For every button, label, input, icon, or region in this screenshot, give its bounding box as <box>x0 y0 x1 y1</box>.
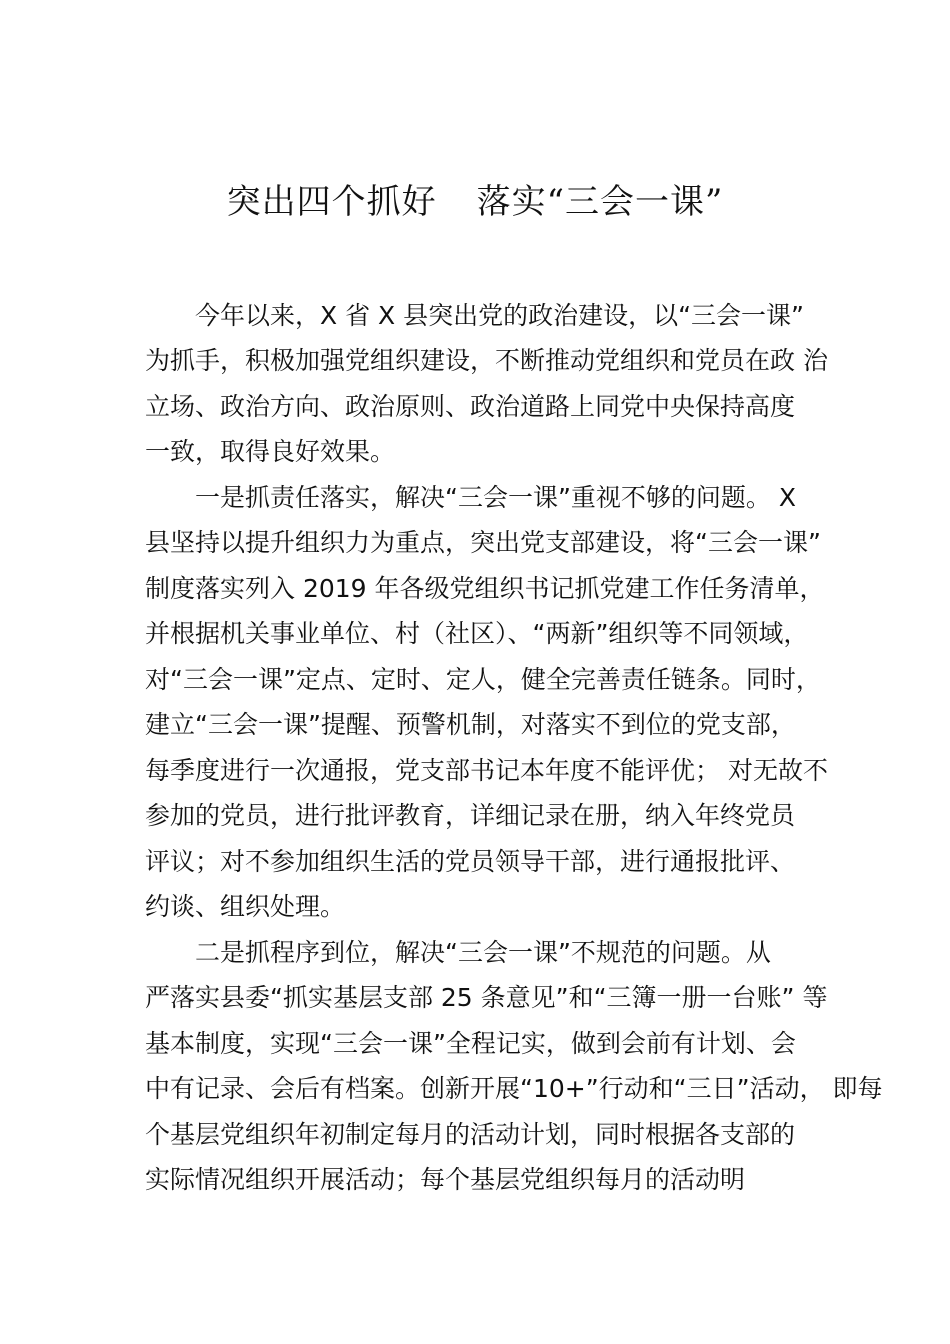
paragraph-line: 一是抓责任落实，解决“三会一课”重视不够的问题。 X <box>195 483 796 512</box>
paragraph-line: 制度落实列入 2019 年各级党组织书记抓党建工作任务清单， <box>145 574 825 603</box>
paragraph-line: 评议；对不参加组织生活的党员领导干部，进行通报批评、 <box>145 847 796 876</box>
paragraph-line: 实际情况组织开展活动；每个基层党组织每月的活动明 <box>145 1165 746 1194</box>
paragraph-line: 并根据机关事业单位、村（社区）、“两新”组织等不同领域， <box>145 619 809 648</box>
document-title <box>0 178 950 226</box>
paragraph-line: 一致，取得良好效果。 <box>145 437 396 466</box>
paragraph-line: 今年以来，X 省 X 县突出党的政治建设，以“三会一课” <box>195 301 804 330</box>
paragraph-line: 中有记录、会后有档案。创新开展“10+”行动和“三日”活动， 即每 <box>145 1074 883 1103</box>
paragraph-line: 每季度进行一次通报，党支部书记本年度不能评优； 对无故不 <box>145 756 828 785</box>
paragraph-line: 个基层党组织年初制定每月的活动计划，同时根据各支部的 <box>145 1120 796 1149</box>
paragraph-line: 严落实县委“抓实基层支部 25 条意见”和“三簿一册一台账” 等 <box>145 983 828 1012</box>
paragraph-line: 约谈、组织处理。 <box>145 892 346 921</box>
paragraph-line: 县坚持以提升组织力为重点，突出党支部建设，将“三会一课” <box>145 528 821 557</box>
paragraph-line: 参加的党员，进行批评教育，详细记录在册，纳入年终党员 <box>145 801 796 830</box>
title-part-2: 落实“三会一课” <box>476 182 724 222</box>
paragraph-line: 基本制度，实现“三会一课”全程记实，做到会前有计划、会 <box>145 1029 796 1058</box>
paragraph-line: 建立“三会一课”提醒、预警机制，对落实不到位的党支部， <box>145 710 796 739</box>
paragraph-line: 为抓手，积极加强党组织建设，不断推动党组织和党员在政 治 <box>145 346 828 375</box>
paragraph-line: 立场、政治方向、政治原则、政治道路上同党中央保持高度 <box>145 392 796 421</box>
paragraph-line: 对“三会一课”定点、定时、定人，健全完善责任链条。同时， <box>145 665 821 694</box>
title-part-1: 突出四个抓好 <box>226 182 437 222</box>
paragraph-line: 二是抓程序到位，解决“三会一课”不规范的问题。从 <box>195 938 771 967</box>
